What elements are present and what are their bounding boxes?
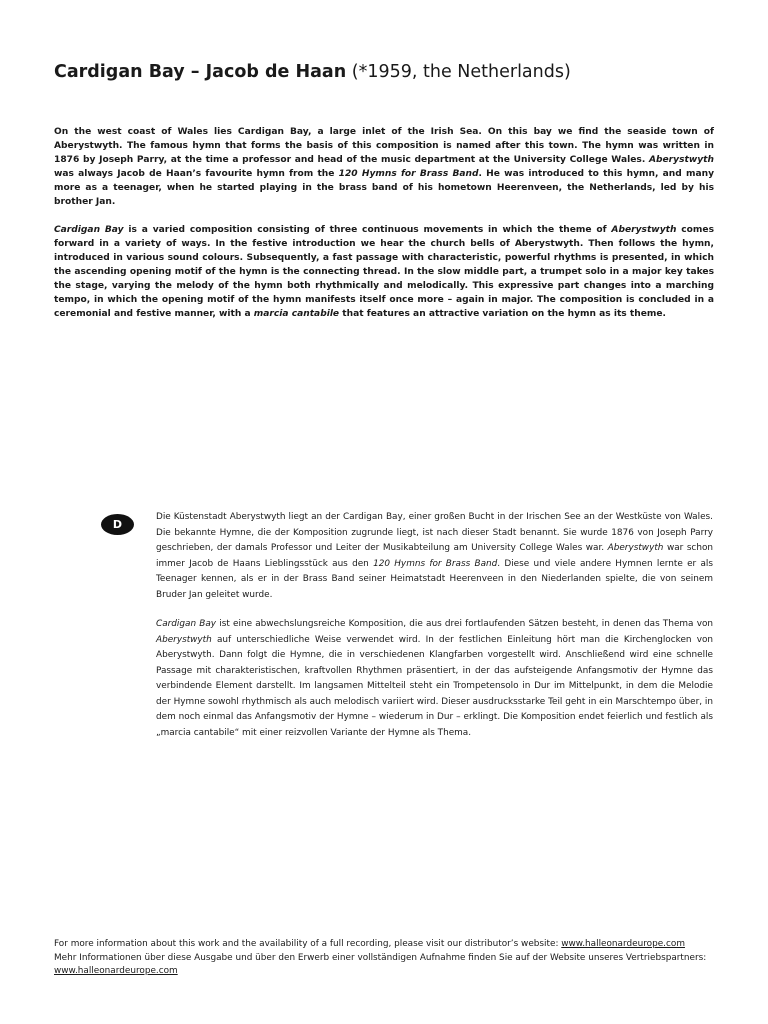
- italic-title-text: Aberystwyth: [156, 634, 212, 645]
- footer-english: [54, 938, 726, 952]
- italic-title-text: 120 Hymns for Brass Band: [338, 169, 479, 179]
- paragraph-text: was always Jacob de Haan’s favourite hymn from the: [54, 169, 339, 179]
- footer-info: [54, 938, 726, 979]
- paragraph-text: is a varied composition consisting of three continuous movements in which the theme of: [123, 225, 612, 235]
- english-paragraph-1: [54, 125, 714, 209]
- paragraph-text: Die Küstenstadt Aberystwyth liegt an der Cardigan Bay, einer großen Bucht in der Irischen See an der Westküste von Wales. Die bekannte Hymne, die der Komposition zugrunde liegt, ist nach dieser Stadt benannt. Sie wurde 1876 von Joseph Parry geschrieben, der damals Professor und Leiter der Musikabteilung am University College Wales war.: [156, 512, 713, 553]
- paragraph-text: ist eine abwechslungsreiche Komposition, die aus drei fortlaufenden Sätzen besteht, in denen das Thema von: [216, 619, 713, 629]
- paragraph-text: . He was introduced to this hymn, and many more as a teenager, when he started playing in the brass band of his hometown Heerenveen, the Netherlands, led by his brother Jan.: [54, 169, 715, 207]
- distributor-link-en[interactable]: www.halleonardeurope.com: [561, 939, 685, 949]
- title-main: Cardigan Bay – Jacob de Haan: [54, 62, 347, 82]
- italic-title-text: Aberystwyth: [607, 543, 664, 553]
- german-language-badge: D: [101, 514, 134, 535]
- german-description: [156, 510, 713, 755]
- italic-title-text: marcia cantabile: [253, 309, 340, 319]
- paragraph-text: comes forward in a variety of ways. In the festive introduction we hear the church bells of Aberystwyth. Then follows the hymn, introduced in various sound colours. Subsequently, a fast passage with characteristic, powerful rhythms is presented, in which the ascending opening motif of the hymn is the connecting thread. In the slow middle part, a trumpet solo in a major key takes the stage, varying the melody of the hymn both rhythmically and melodically. This expressive part changes into a marching tempo, in which the opening motif of the hymn manifests itself once more – again in major. The composition is concluded in a ceremonial and festive manner, with a: [54, 225, 714, 319]
- italic-title-text: Cardigan Bay: [54, 225, 124, 235]
- italic-title-text: 120 Hymns for Brass Band: [373, 558, 498, 569]
- footer-german: [54, 952, 726, 979]
- distributor-link-de[interactable]: www.halleonardeurope.com: [54, 966, 178, 976]
- footer-english-text: For more information about this work and the availability of a full recording, please visit our distributor’s website:: [54, 939, 562, 949]
- italic-title-text: Aberystwyth: [648, 155, 714, 165]
- title-composer-info: (*1959, the Netherlands): [351, 62, 571, 82]
- german-paragraph-2: [156, 617, 713, 741]
- paragraph-text: war schon immer Jacob de Haans Lieblingsstück aus den: [156, 543, 713, 569]
- paragraph-text: . Diese und viele andere Hymnen lernte er als Teenager kennen, als er in der Brass Band seiner Heimatstadt Heerenveen in den Niederlanden spielte, die von seinem Bruder Jan geleitet wurde.: [156, 558, 713, 600]
- english-paragraph-2: [54, 223, 714, 321]
- paragraph-text: that features an attractive variation on the hymn as its theme.: [339, 309, 666, 319]
- page-title: [54, 60, 734, 84]
- english-description: [54, 125, 714, 335]
- footer-german-text: Mehr Informationen über diese Ausgabe und über den Erwerb einer vollständigen Aufnahme finden Sie auf der Website unseres Vertriebspartners:: [54, 952, 707, 963]
- german-paragraph-1: [156, 510, 713, 603]
- italic-title-text: Cardigan Bay: [156, 619, 217, 629]
- paragraph-text: auf unterschiedliche Weise verwendet wird. In der festlichen Einleitung hört man die Kirchenglocken von Aberystwyth. Dann folgt die Hymne, die in verschiedenen Klangfarben vorgestellt wird. Anschließend wird eine schnelle Passage mit charakteristischen, kraftvollen Rhythmen präsentiert, in der das aufsteigende Anfangsmotiv der Hymne das verbindende Element darstellt. Im langsamen Mittelteil steht ein Trompetensolo in Dur im Mittelpunkt, in dem die Melodie der Hymne sowohl rhythmisch als auch melodisch variiert wird. Dieser ausdrucksstarke Teil geht in ein Marschtempo über, in dem noch einmal das Anfangsmotiv der Hymne – wiederum in Dur – erklingt. Die Komposition endet feierlich und festlich als „marcia cantabile“ mit einer reizvollen Variante der Hymne als Thema.: [156, 634, 713, 738]
- italic-title-text: Aberystwyth: [611, 225, 677, 235]
- paragraph-text: On the west coast of Wales lies Cardigan Bay, a large inlet of the Irish Sea. On this bay we find the seaside town of Aberystwyth. The famous hymn that forms the basis of this composition is named after this town. The hymn was written in 1876 by Joseph Parry, at the time a professor and head of the music department at the University College Wales.: [54, 127, 714, 165]
